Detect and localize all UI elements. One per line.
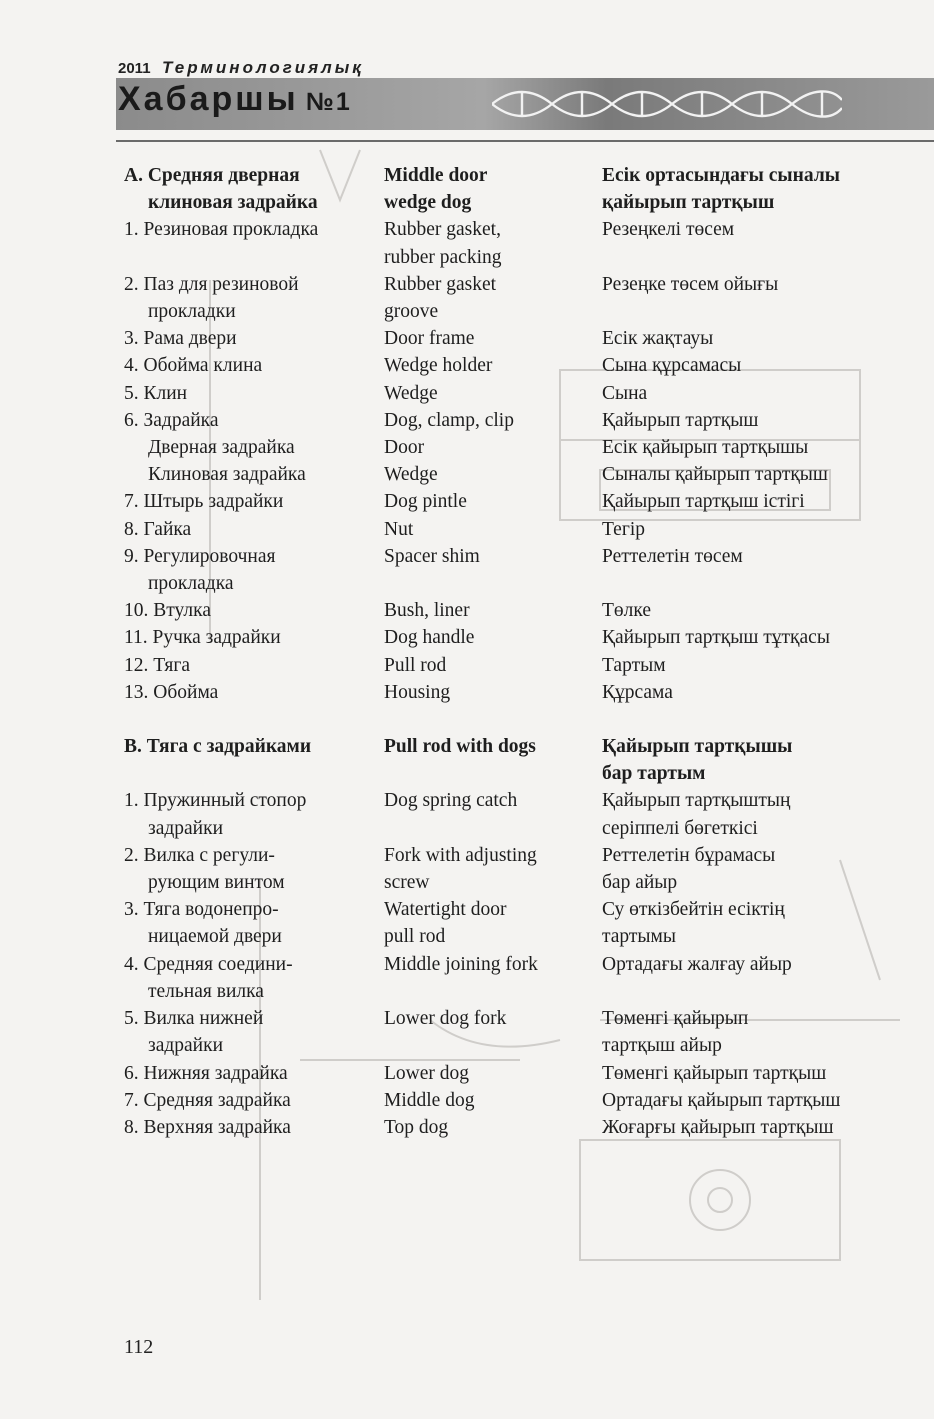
term-kz-cell [602, 216, 904, 270]
section-a-en-title: Middle door [384, 165, 488, 186]
term-en-cell [384, 352, 602, 379]
term-en: Nut [384, 518, 414, 540]
term-ru-cell [124, 434, 384, 461]
term-ru-cell [124, 951, 384, 1005]
header-year: 2011 [118, 60, 151, 77]
term-ru: 1. Пружинный стопор [124, 790, 307, 812]
glossary-row [124, 434, 904, 461]
term-ru-cell [124, 652, 384, 679]
term-en-cell [384, 434, 602, 461]
term-kz: Құрсама [602, 681, 673, 703]
glossary-row [124, 1060, 904, 1087]
term-kz: Сына құрсамасы [602, 355, 742, 377]
term-ru-cell [124, 352, 384, 379]
term-ru: 4. Обойма клина [124, 355, 263, 377]
term-en-cell [384, 543, 602, 597]
term-kz-cell [602, 488, 904, 515]
section-b-rows [124, 787, 904, 1141]
term-en-cell [384, 325, 602, 352]
term-kz: Қайырып тартқыш істігі [602, 491, 805, 513]
term-kz: Қайырып тартқыш [602, 409, 759, 431]
term-ru-cell [124, 380, 384, 407]
term-ru-cell [124, 516, 384, 543]
term-kz-continuation: тартқыш айыр [602, 1035, 722, 1057]
term-kz: Резеңкелі төсем [602, 219, 735, 241]
term-en-continuation: rubber packing [384, 246, 502, 268]
term-en-cell [384, 679, 602, 706]
term-ru-cell [124, 842, 384, 896]
term-en: Wedge holder [384, 355, 493, 377]
term-en-cell [384, 488, 602, 515]
glossary-row [124, 951, 904, 1005]
term-en: Dog, clamp, clip [384, 409, 514, 431]
term-kz-continuation: тартымы [602, 926, 676, 948]
term-en: Lower dog fork [384, 1008, 507, 1030]
ornament-icon [492, 84, 842, 124]
term-ru-continuation: рующим винтом [148, 872, 285, 894]
term-en-cell [384, 787, 602, 841]
term-kz-cell [602, 516, 904, 543]
term-kz-cell [602, 787, 904, 841]
term-kz-cell [602, 352, 904, 379]
glossary-row [124, 325, 904, 352]
term-ru-cell [124, 216, 384, 270]
term-ru: 8. Верхняя задрайка [124, 1116, 291, 1138]
term-ru: 12. Тяга [124, 654, 191, 676]
term-ru: 3. Рама двери [124, 328, 237, 350]
term-ru-cell [124, 271, 384, 325]
term-kz-cell [602, 271, 904, 325]
term-ru-cell [124, 679, 384, 706]
term-kz: Қайырып тартқыштың [602, 790, 791, 812]
term-kz-cell [602, 624, 904, 651]
term-en-cell [384, 624, 602, 651]
term-en: Dog handle [384, 627, 475, 649]
term-ru-continuation: прокладки [148, 301, 236, 323]
term-en-cell [384, 652, 602, 679]
section-a-kz-title-cont: қайырып тартқыш [602, 192, 775, 214]
term-en: Watertight door [384, 899, 507, 921]
term-ru-cell [124, 1114, 384, 1141]
journal-name-big: Хабаршы [118, 80, 299, 118]
term-en-cell [384, 842, 602, 896]
glossary-row [124, 679, 904, 706]
term-ru-continuation: прокладка [148, 573, 234, 595]
term-en-cell [384, 216, 602, 270]
term-en: Spacer shim [384, 545, 480, 567]
term-ru: 5. Вилка нижней [124, 1008, 264, 1030]
term-kz-cell [602, 679, 904, 706]
section-a-ru-title: А. Средняя дверная [124, 165, 300, 186]
term-kz: Жоғарғы қайырып тартқыш [602, 1116, 834, 1138]
term-kz: Сыналы қайырып тартқыш [602, 464, 828, 486]
term-en: Fork with adjusting [384, 844, 537, 866]
term-ru: Клиновая задрайка [148, 464, 306, 486]
term-kz: Төменгі қайырып тартқыш [602, 1062, 827, 1084]
term-ru-continuation: тельная вилка [148, 980, 264, 1002]
term-ru-cell [124, 1005, 384, 1059]
glossary-table [124, 162, 904, 1141]
section-b-ru-title: В. Тяга с задрайками [124, 736, 312, 758]
term-kz: Есік қайырып тартқышы [602, 437, 809, 459]
section-b-en-title: Pull rod with dogs [384, 736, 536, 758]
term-kz-cell [602, 896, 904, 950]
term-en: Lower dog [384, 1062, 470, 1084]
term-en-cell [384, 1060, 602, 1087]
section-b-kz-title: Қайырып тартқышы [602, 736, 793, 758]
term-ru-continuation: задрайки [148, 817, 224, 839]
term-kz-continuation: бар айыр [602, 872, 678, 894]
term-ru: 10. Втулка [124, 600, 211, 622]
term-en-cell [384, 597, 602, 624]
term-en: Top dog [384, 1116, 449, 1138]
journal-name-small: Терминологиялық [162, 58, 364, 77]
term-ru: 6. Задрайка [124, 409, 219, 431]
term-en: Wedge [384, 382, 438, 404]
term-en-cell [384, 1114, 602, 1141]
term-kz: Ортадағы қайырып тартқыш [602, 1089, 841, 1111]
term-ru-cell [124, 624, 384, 651]
term-en: Middle joining fork [384, 953, 538, 975]
term-en-continuation: groove [384, 301, 439, 323]
term-kz-cell [602, 951, 904, 1005]
glossary-row [124, 352, 904, 379]
term-ru-cell [124, 543, 384, 597]
term-ru-cell [124, 787, 384, 841]
glossary-row [124, 461, 904, 488]
section-a-rows [124, 216, 904, 706]
term-en-cell [384, 271, 602, 325]
term-en-cell [384, 896, 602, 950]
term-ru: 3. Тяга водонепро- [124, 899, 279, 921]
section-gap [124, 706, 904, 733]
glossary-row [124, 407, 904, 434]
term-kz-cell [602, 597, 904, 624]
term-kz-cell [602, 1087, 904, 1114]
glossary-row [124, 1087, 904, 1114]
term-kz: Резеңке төсем ойығы [602, 273, 779, 295]
term-kz: Реттелетін бұрамасы [602, 844, 776, 866]
term-ru-cell [124, 325, 384, 352]
term-en: Wedge [384, 464, 438, 486]
term-ru: Дверная задрайка [148, 437, 295, 459]
term-ru: 6. Нижняя задрайка [124, 1062, 288, 1084]
glossary-row [124, 380, 904, 407]
glossary-row [124, 488, 904, 515]
term-kz: Ортадағы жалғау айыр [602, 953, 792, 975]
term-kz: Реттелетін төсем [602, 545, 743, 567]
glossary-row [124, 842, 904, 896]
term-ru-cell [124, 1087, 384, 1114]
term-en: Dog pintle [384, 491, 467, 513]
term-en: Door frame [384, 328, 475, 350]
term-kz: Тегір [602, 518, 645, 540]
term-ru: 2. Паз для резиновой [124, 273, 299, 295]
term-ru-cell [124, 1060, 384, 1087]
term-kz: Төменгі қайырып [602, 1008, 749, 1030]
glossary-row [124, 896, 904, 950]
glossary-row [124, 624, 904, 651]
term-kz: Төлке [602, 600, 652, 622]
term-kz-cell [602, 380, 904, 407]
term-en-continuation: pull rod [384, 926, 446, 948]
term-ru: 1. Резиновая прокладка [124, 219, 319, 241]
term-en: Pull rod [384, 654, 447, 676]
term-ru-cell [124, 461, 384, 488]
section-a-kz-title: Есік ортасындағы сыналы [602, 165, 840, 186]
section-a-header [124, 162, 904, 216]
term-ru: 8. Гайка [124, 518, 192, 540]
glossary-row [124, 516, 904, 543]
term-ru-continuation: задрайки [148, 1035, 224, 1057]
term-en-cell [384, 461, 602, 488]
term-ru: 13. Обойма [124, 681, 219, 703]
term-en: Rubber gasket [384, 273, 497, 295]
term-ru: 7. Штырь задрайки [124, 491, 284, 513]
glossary-row [124, 543, 904, 597]
term-ru: 5. Клин [124, 382, 188, 404]
term-kz: Қайырып тартқыш тұтқасы [602, 627, 830, 649]
term-kz-cell [602, 1114, 904, 1141]
glossary-row [124, 597, 904, 624]
term-ru-cell [124, 896, 384, 950]
term-en-cell [384, 1087, 602, 1114]
term-kz: Сына [602, 382, 648, 404]
term-ru-cell [124, 407, 384, 434]
glossary-row [124, 1114, 904, 1141]
term-kz-cell [602, 652, 904, 679]
term-ru: 4. Средняя соедини- [124, 953, 293, 975]
term-kz-continuation: серіппелі бөгеткісі [602, 817, 758, 839]
glossary-row [124, 216, 904, 270]
term-kz-cell [602, 461, 904, 488]
term-en: Rubber gasket, [384, 219, 501, 241]
term-en: Dog spring catch [384, 790, 518, 812]
term-en: Door [384, 437, 425, 459]
term-ru-continuation: ницаемой двери [148, 926, 282, 948]
term-en-cell [384, 1005, 602, 1059]
term-en-cell [384, 516, 602, 543]
term-ru: 9. Регулировочная [124, 545, 276, 567]
term-en-cell [384, 380, 602, 407]
term-kz-cell [602, 325, 904, 352]
section-b-kz-title-cont: бар тартым [602, 763, 706, 785]
term-kz: Есік жақтауы [602, 328, 714, 350]
glossary-row [124, 652, 904, 679]
page-number: 112 [124, 1336, 154, 1358]
section-b-header [124, 733, 904, 787]
term-kz-cell [602, 407, 904, 434]
glossary-row [124, 271, 904, 325]
header-rule [116, 140, 934, 142]
term-kz-cell [602, 842, 904, 896]
term-ru: 7. Средняя задрайка [124, 1089, 291, 1111]
term-en: Housing [384, 681, 451, 703]
term-kz-cell [602, 543, 904, 597]
term-en-cell [384, 407, 602, 434]
term-ru: 2. Вилка с регули- [124, 844, 275, 866]
glossary-row [124, 1005, 904, 1059]
term-kz: Су өткізбейтін есіктің [602, 899, 785, 921]
term-en: Middle dog [384, 1089, 475, 1111]
term-en: Bush, liner [384, 600, 470, 622]
term-en-continuation: screw [384, 872, 430, 894]
section-a-en-title-cont: wedge dog [384, 192, 472, 214]
term-en-cell [384, 951, 602, 1005]
issue-number: №1 [306, 88, 352, 116]
term-kz: Тартым [602, 654, 666, 676]
glossary-row [124, 787, 904, 841]
term-ru-cell [124, 488, 384, 515]
section-a-ru-title-cont: клиновая задрайка [148, 192, 318, 214]
term-kz-cell [602, 1005, 904, 1059]
term-kz-cell [602, 1060, 904, 1087]
term-ru: 11. Ручка задрайки [124, 627, 281, 649]
term-kz-cell [602, 434, 904, 461]
term-ru-cell [124, 597, 384, 624]
